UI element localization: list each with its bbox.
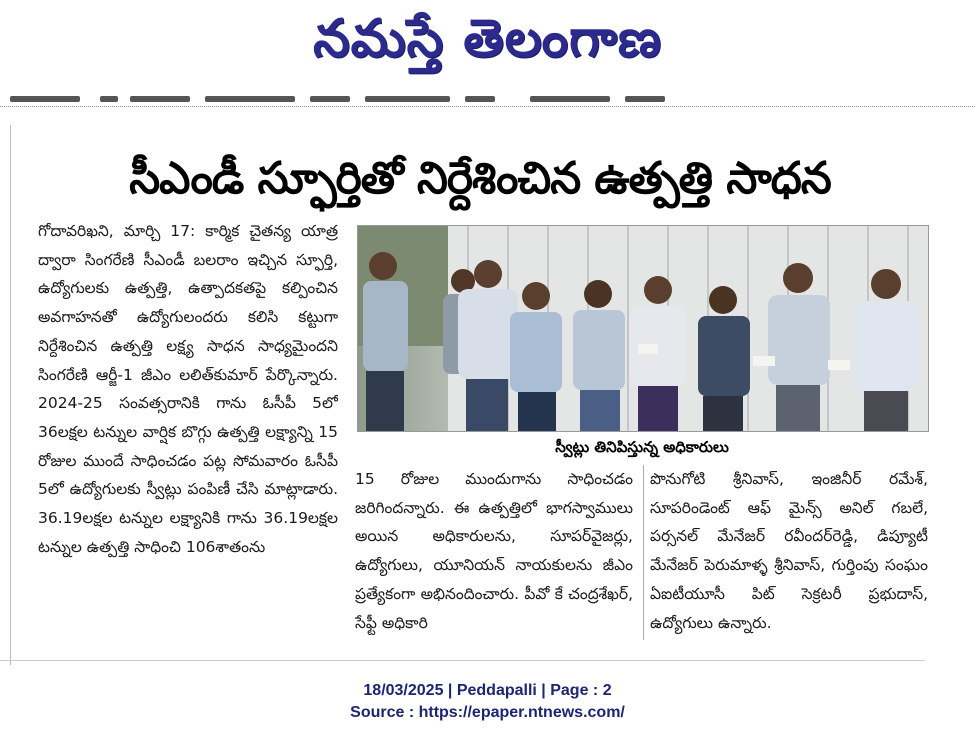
article-headline: సీఎండీ స్ఫూర్తితో నిర్దేశించిన ఉత్పత్తి సాధన (129, 153, 831, 204)
page-footer (0, 680, 975, 724)
clipping-bottom-edge (0, 660, 925, 662)
clipping-edge (0, 125, 11, 665)
article-column-1: గోదావరిఖని, మార్చి 17: కార్మిక చైతన్య యాత్ర ద్వారా సింగరేణి సీఎండీ బలరాం ఇచ్చిన స్ఫూర్తి, ఉద్యోగులకు ఉత్పత్తి, ఉత్పాదకతపై కల్పించిన అవగాహనతో ఉద్యోగులందరు కలిసి కట్టుగా నిర్దేశించిన ఉత్పత్తి లక్ష్య సాధన సాధ్యమైందని సింగరేణి ఆర్జీ-1 జీఎం లలిత్‌కుమార్ పేర్కొన్నారు. 2024-25 సంవత్సరానికి గాను ఓసీపీ 5లో 36లక్షల టన్నుల వార్షిక బొగ్గు ఉత్పత్తి లక్ష్యాన్ని 15 రోజుల ముందే సాధించడం పట్ల సోమవారం ఓసీపీ 5లో ఉద్యోగులకు స్వీట్లు పంపిణీ చేసి మాట్లాడారు. 36.19లక్షల టన్నుల లక్ష్యానికి గాను 36.19లక్షల టన్నుల ఉత్పత్తి సాధించి 106శాతంను (38, 222, 338, 556)
article-column-3: పొనుగోటి శ్రీనివాస్, ఇంజినీర్ రమేశ్, సూపరిండెంట్ ఆఫ్ మైన్స్ అనిల్ గబలే, పర్సనల్ మేనేజర్ రవీందర్‌రెడ్డి, డిప్యూటీ మేనేజర్ పెరుమాళ్ళ శ్రీనివాస్, గుర్తింపు సంఘం ఏఐటీయూసీ పిట్ సెక్రటరీ ప్రభుదాస్, ఉద్యోగులు ఉన్నారు. (650, 470, 928, 632)
footer-source-link[interactable]: Source : https://epaper.ntnews.com/ (350, 704, 625, 721)
article-column-2: 15 రోజుల ముందుగాను సాధించడం జరిగిందన్నారు. ఈ ఉత్పత్తిలో భాగస్వాములు అయిన అధికారులను, సూపర్‌వైజర్లు, ఉద్యోగులు, యూనియన్ నాయకులను జీఎం ప్రత్యేకంగా అభినందించారు. పీవో కే చంద్రశేఖర్, సేఫ్టీ అధికారి (355, 470, 633, 632)
article-photo (357, 225, 929, 432)
officials-distributing-sweets-image (358, 226, 928, 431)
masthead-ribbon (0, 96, 975, 107)
footer-date-edition: 18/03/2025 | Peddapalli | Page : 2 (363, 682, 612, 699)
photo-caption: స్వీట్లు తినిపిస్తున్న అధికారులు (555, 438, 729, 456)
news-clipping (0, 125, 975, 665)
column-divider (643, 465, 644, 640)
masthead-logo: నమస్తే తెలంగాణ (313, 8, 662, 69)
